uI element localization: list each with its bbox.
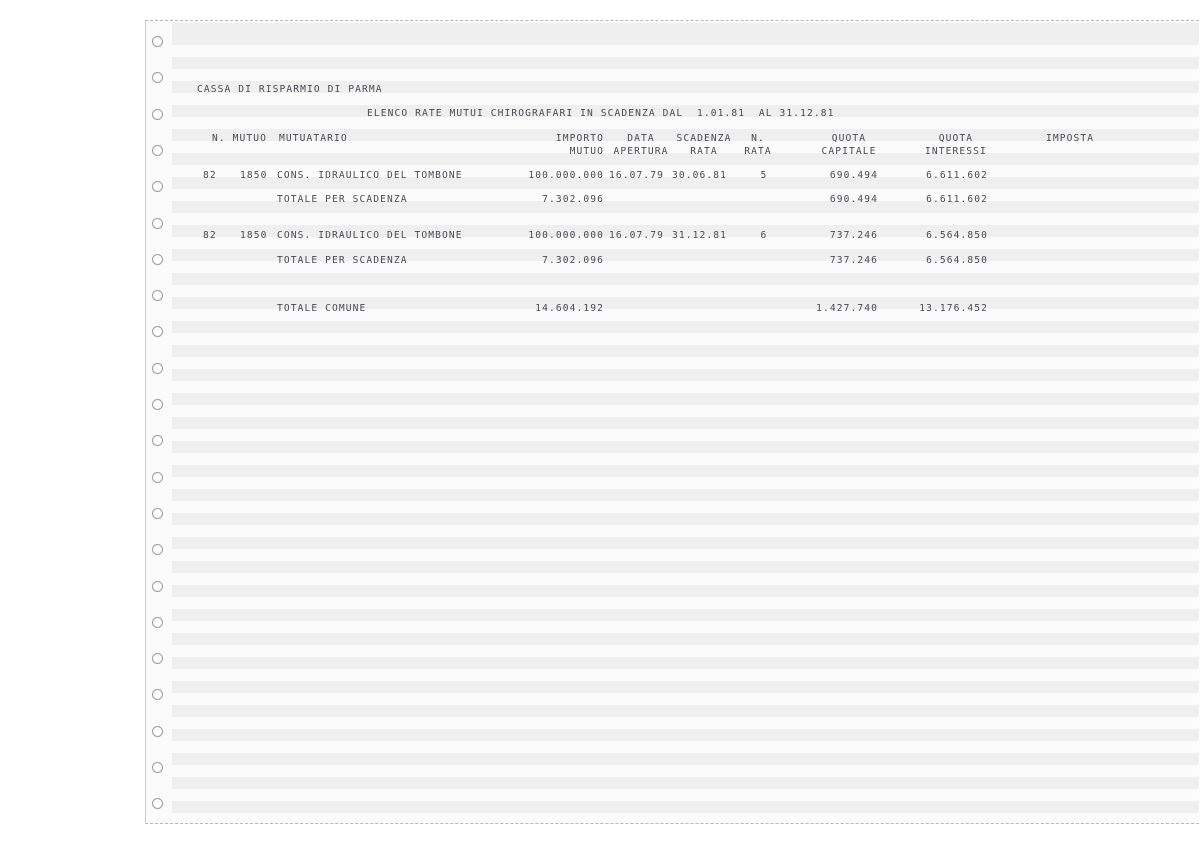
subtotal-importo: 7.302.096 [542, 194, 604, 205]
subtotal-label: TOTALE PER SCADENZA [277, 194, 408, 205]
feed-hole [152, 544, 163, 555]
feed-hole [152, 762, 163, 773]
row-mutuatario: CONS. IDRAULICO DEL TOMBONE [277, 230, 463, 241]
header-nrata-2: RATA [744, 146, 772, 157]
row-n: 82 [203, 170, 217, 181]
report-title: ELENCO RATE MUTUI CHIROGRAFARI IN SCADENZA DAL 1.01.81 AL 31.12.81 [367, 108, 835, 119]
row-quota-capitale: 737.246 [829, 230, 878, 241]
header-capitale-2: CAPITALE [821, 146, 877, 157]
feed-hole [152, 798, 163, 809]
row-mutuatario: CONS. IDRAULICO DEL TOMBONE [277, 170, 463, 181]
feed-hole [152, 326, 163, 337]
subtotal-interessi: 6.564.850 [926, 255, 988, 266]
feed-hole [152, 254, 163, 265]
row-mutuo: 1850 [240, 230, 268, 241]
header-data-2: APERTURA [613, 146, 669, 157]
subtotal-interessi: 6.611.602 [926, 194, 988, 205]
header-capitale-1: QUOTA [831, 133, 867, 144]
header-importo-2: MUTUO [569, 146, 604, 157]
header-mutuatario: MUTUATARIO [279, 133, 348, 144]
row-importo: 100.000.000 [528, 170, 604, 181]
feed-hole [152, 726, 163, 737]
header-nrata-1: N. [751, 133, 765, 144]
row-mutuo: 1850 [240, 170, 268, 181]
feed-hole [152, 181, 163, 192]
feed-hole [152, 435, 163, 446]
subtotal-capitale: 690.494 [829, 194, 878, 205]
row-n-rata: 5 [760, 170, 768, 181]
feed-hole [152, 145, 163, 156]
feed-hole [152, 653, 163, 664]
tractor-feed-strip [146, 21, 172, 823]
row-data-apertura: 16.07.79 [609, 230, 665, 241]
row-data-apertura: 16.07.79 [609, 170, 665, 181]
header-data-1: DATA [627, 133, 655, 144]
row-quota-capitale: 690.494 [829, 170, 878, 181]
header-imposta: IMPOSTA [1046, 133, 1095, 144]
feed-hole [152, 472, 163, 483]
feed-hole [152, 218, 163, 229]
grand-total-capitale: 1.427.740 [816, 303, 878, 314]
row-n-rata: 6 [760, 230, 768, 241]
feed-hole [152, 581, 163, 592]
grand-total-interessi: 13.176.452 [919, 303, 988, 314]
feed-hole [152, 617, 163, 628]
header-scadenza-1: SCADENZA [676, 133, 732, 144]
row-importo: 100.000.000 [528, 230, 604, 241]
subtotal-importo: 7.302.096 [542, 255, 604, 266]
feed-hole [152, 689, 163, 700]
feed-hole [152, 508, 163, 519]
row-scadenza: 31.12.81 [672, 230, 728, 241]
row-quota-interessi: 6.564.850 [926, 230, 988, 241]
row-n: 82 [203, 230, 217, 241]
grand-total-importo: 14.604.192 [535, 303, 604, 314]
subtotal-capitale: 737.246 [829, 255, 878, 266]
feed-hole [152, 36, 163, 47]
grand-total-label: TOTALE COMUNE [277, 303, 367, 314]
header-scadenza-2: RATA [690, 146, 718, 157]
subtotal-label: TOTALE PER SCADENZA [277, 255, 408, 266]
feed-hole [152, 109, 163, 120]
feed-hole [152, 363, 163, 374]
header-interessi-2: INTERESSI [925, 146, 987, 157]
row-scadenza: 30.06.81 [672, 170, 728, 181]
header-n-mutuo: N. MUTUO [212, 133, 268, 144]
feed-hole [152, 72, 163, 83]
bank-name: CASSA DI RISPARMIO DI PARMA [197, 84, 383, 95]
feed-hole [152, 399, 163, 410]
feed-hole [152, 290, 163, 301]
row-quota-interessi: 6.611.602 [926, 170, 988, 181]
header-importo-1: IMPORTO [555, 133, 604, 144]
header-interessi-1: QUOTA [938, 133, 974, 144]
